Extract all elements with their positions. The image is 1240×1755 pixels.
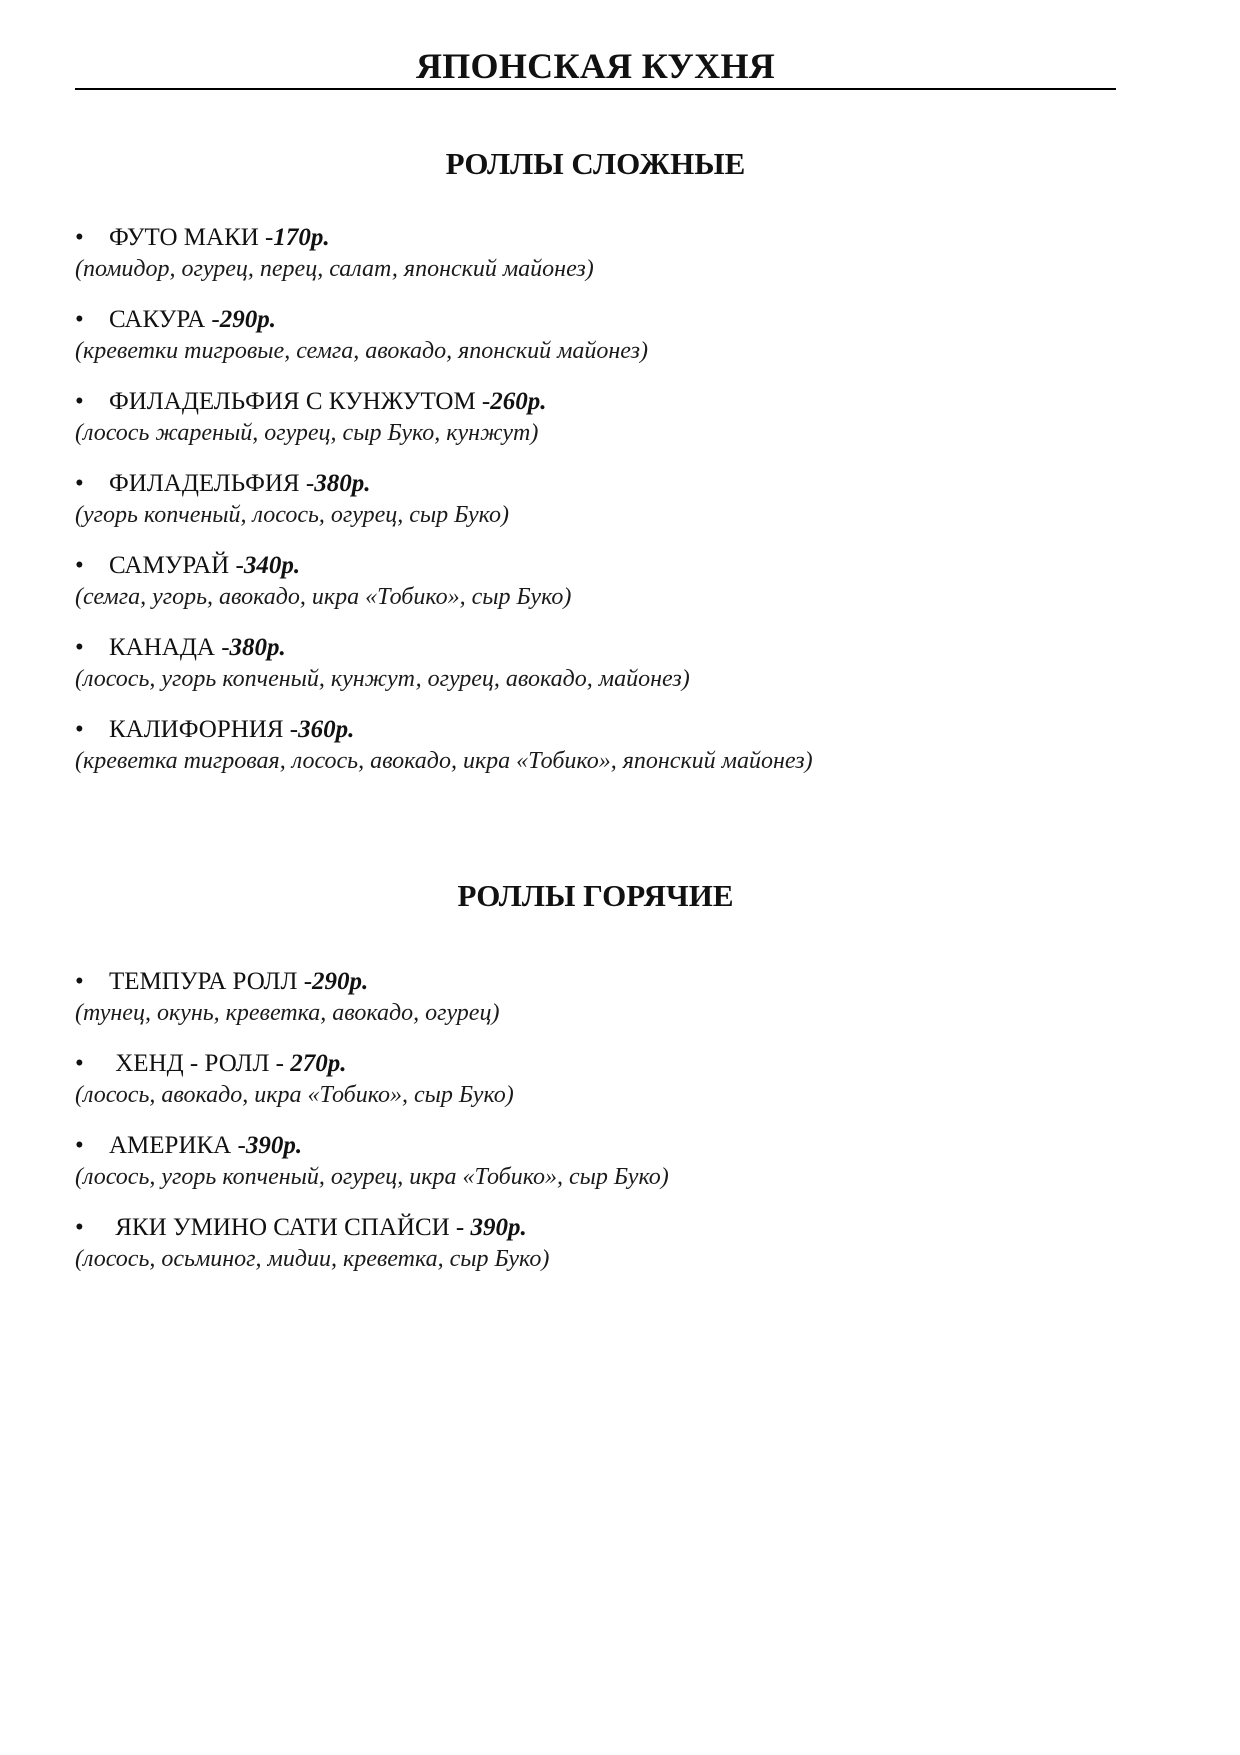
bullet-icon: • (75, 1214, 84, 1241)
item-description: (креветки тигровые, семга, авокадо, японский майонез) (75, 338, 648, 364)
menu-item (75, 468, 1165, 530)
item-description: (помидор, огурец, перец, салат, японский майонез) (75, 256, 594, 282)
item-price: 340р. (243, 552, 301, 579)
item-name: САМУРАЙ - (109, 552, 244, 579)
item-description: (лосось жареный, огурец, сыр Буко, кунжут) (75, 420, 539, 446)
item-price: 380р. (314, 470, 371, 497)
item-price: 380р. (229, 634, 286, 661)
item-price: 290р. (219, 306, 276, 333)
item-name: ХЕНД - РОЛЛ - (109, 1050, 291, 1077)
bullet-icon: • (75, 716, 84, 743)
page-title: ЯПОНСКАЯ КУХНЯ (415, 46, 776, 86)
title-underline (75, 88, 1116, 90)
item-description: (креветка тигровая, лосось, авокадо, икра «Тобико», японский майонез) (75, 748, 813, 774)
bullet-icon: • (75, 470, 84, 497)
item-name: ФУТО МАКИ - (109, 224, 274, 251)
bullet-icon: • (75, 224, 84, 251)
bullet-icon: • (75, 634, 84, 661)
section-title-hot-rolls: РОЛЛЫ ГОРЯЧИЕ (457, 878, 734, 913)
item-description: (лосось, авокадо, икра «Тобико», сыр Буко) (75, 1082, 514, 1108)
menu-item (75, 632, 1165, 694)
bullet-icon: • (75, 388, 84, 415)
menu-item (75, 1130, 1165, 1192)
item-description: (угорь копченый, лосось, огурец, сыр Буко) (75, 502, 509, 528)
bullet-icon: • (75, 552, 84, 579)
item-description: (лосось, угорь копченый, огурец, икра «Тобико», сыр Буко) (75, 1164, 669, 1190)
item-price: 270р. (290, 1050, 347, 1077)
menu-item (75, 304, 1165, 366)
item-name: ФИЛАДЕЛЬФИЯ С КУНЖУТОМ - (109, 388, 491, 415)
menu-item (75, 1212, 1165, 1274)
item-name: САКУРА - (109, 306, 220, 333)
complex-rolls-list (75, 222, 1165, 776)
item-name: ЯКИ УМИНО САТИ СПАЙСИ - (109, 1214, 471, 1241)
menu-item (75, 966, 1165, 1028)
menu-item (75, 714, 1165, 776)
item-description: (лосось, осьминог, мидии, креветка, сыр Буко) (75, 1246, 550, 1272)
hot-rolls-list (75, 966, 1165, 1274)
item-price: 360р. (298, 716, 355, 743)
item-name: КАНАДА - (109, 634, 230, 661)
item-price: 390р. (245, 1132, 303, 1159)
menu-item (75, 222, 1165, 284)
menu-item (75, 1048, 1165, 1110)
bullet-icon: • (75, 306, 84, 333)
bullet-icon: • (75, 968, 84, 995)
bullet-icon: • (75, 1050, 84, 1077)
item-description: (семга, угорь, авокадо, икра «Тобико», сыр Буко) (75, 584, 572, 610)
menu-item (75, 386, 1165, 448)
bullet-icon: • (75, 1132, 84, 1159)
item-price: 260р. (490, 388, 547, 415)
item-price: 170р. (273, 224, 330, 251)
menu-item (75, 550, 1165, 612)
item-name: ТЕМПУРА РОЛЛ - (109, 968, 313, 995)
item-name: КАЛИФОРНИЯ - (109, 716, 299, 743)
item-name: АМЕРИКА - (109, 1132, 246, 1159)
section-title-complex-rolls: РОЛЛЫ СЛОЖНЫЕ (445, 146, 746, 181)
item-price: 390р. (470, 1214, 527, 1241)
item-name: ФИЛАДЕЛЬФИЯ - (109, 470, 315, 497)
item-description: (тунец, окунь, креветка, авокадо, огурец) (75, 1000, 500, 1026)
item-description: (лосось, угорь копченый, кунжут, огурец, авокадо, майонез) (75, 666, 690, 692)
item-price: 290р. (312, 968, 369, 995)
